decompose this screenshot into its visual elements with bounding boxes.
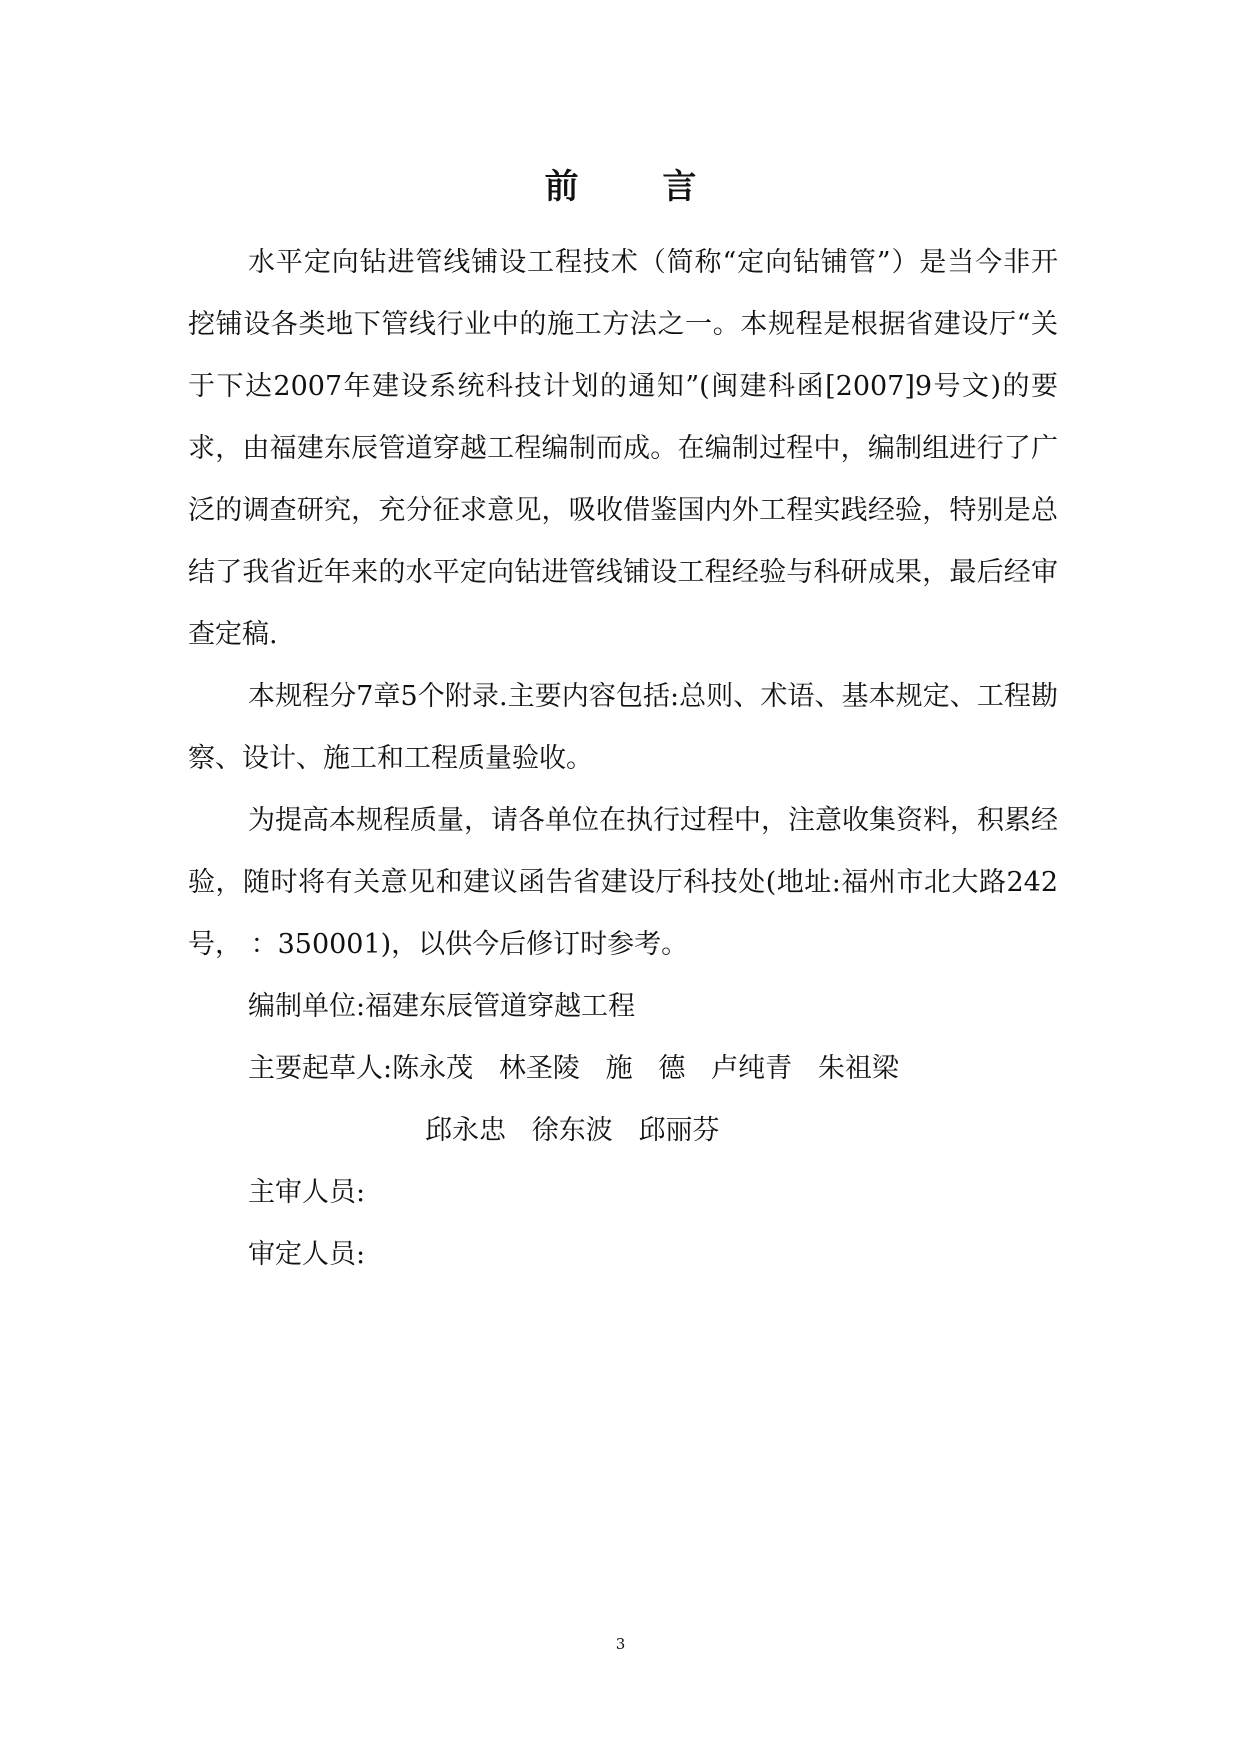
paragraph-feedback: 为提高本规程质量，请各单位在执行过程中，注意收集资料，积累经验，随时将有关意见和建议函告省建设厅科技处(地址:福州市北大路242号， ：350001)，以供今后修订时参考。 <box>188 805 1058 960</box>
chief-reviewers: 主审人员: <box>248 1177 366 1208</box>
approvers: 审定人员: <box>248 1239 366 1270</box>
credits-block <box>248 976 1068 1286</box>
main-drafters-continued: 邱永忠 徐东波 邱丽芬 <box>425 1115 720 1146</box>
compiling-unit: 编制单位:福建东辰管道穿越工程 <box>248 991 636 1022</box>
paragraph-contents: 本规程分7章5个附录.主要内容包括:总则、术语、基本规定、工程勘察、设计、施工和工程质量验收。 <box>188 681 1058 774</box>
page-title: 前 言 <box>544 167 733 207</box>
page-number: 3 <box>615 1635 626 1653</box>
paragraph-intro: 水平定向钻进管线铺设工程技术（简称“定向钻铺管”）是当今非开挖铺设各类地下管线行业中的施工方法之一。本规程是根据省建设厅“关于下达2007年建设系统科技计划的通知”(闽建科函[2007]9号文)的要求，由福建东辰管道穿越工程编制而成。在编制过程中，编制组进行了广泛的调查研究，充分征求意见，吸收借鉴国内外工程实践经验，特别是总结了我省近年来的水平定向钻进管线铺设工程经验与科研成果，最后经审查定稿. <box>188 247 1058 650</box>
preface-body <box>188 232 1058 976</box>
main-drafters: 主要起草人:陈永茂 林圣陵 施 德 卢纯青 朱祖梁 <box>248 1053 899 1084</box>
